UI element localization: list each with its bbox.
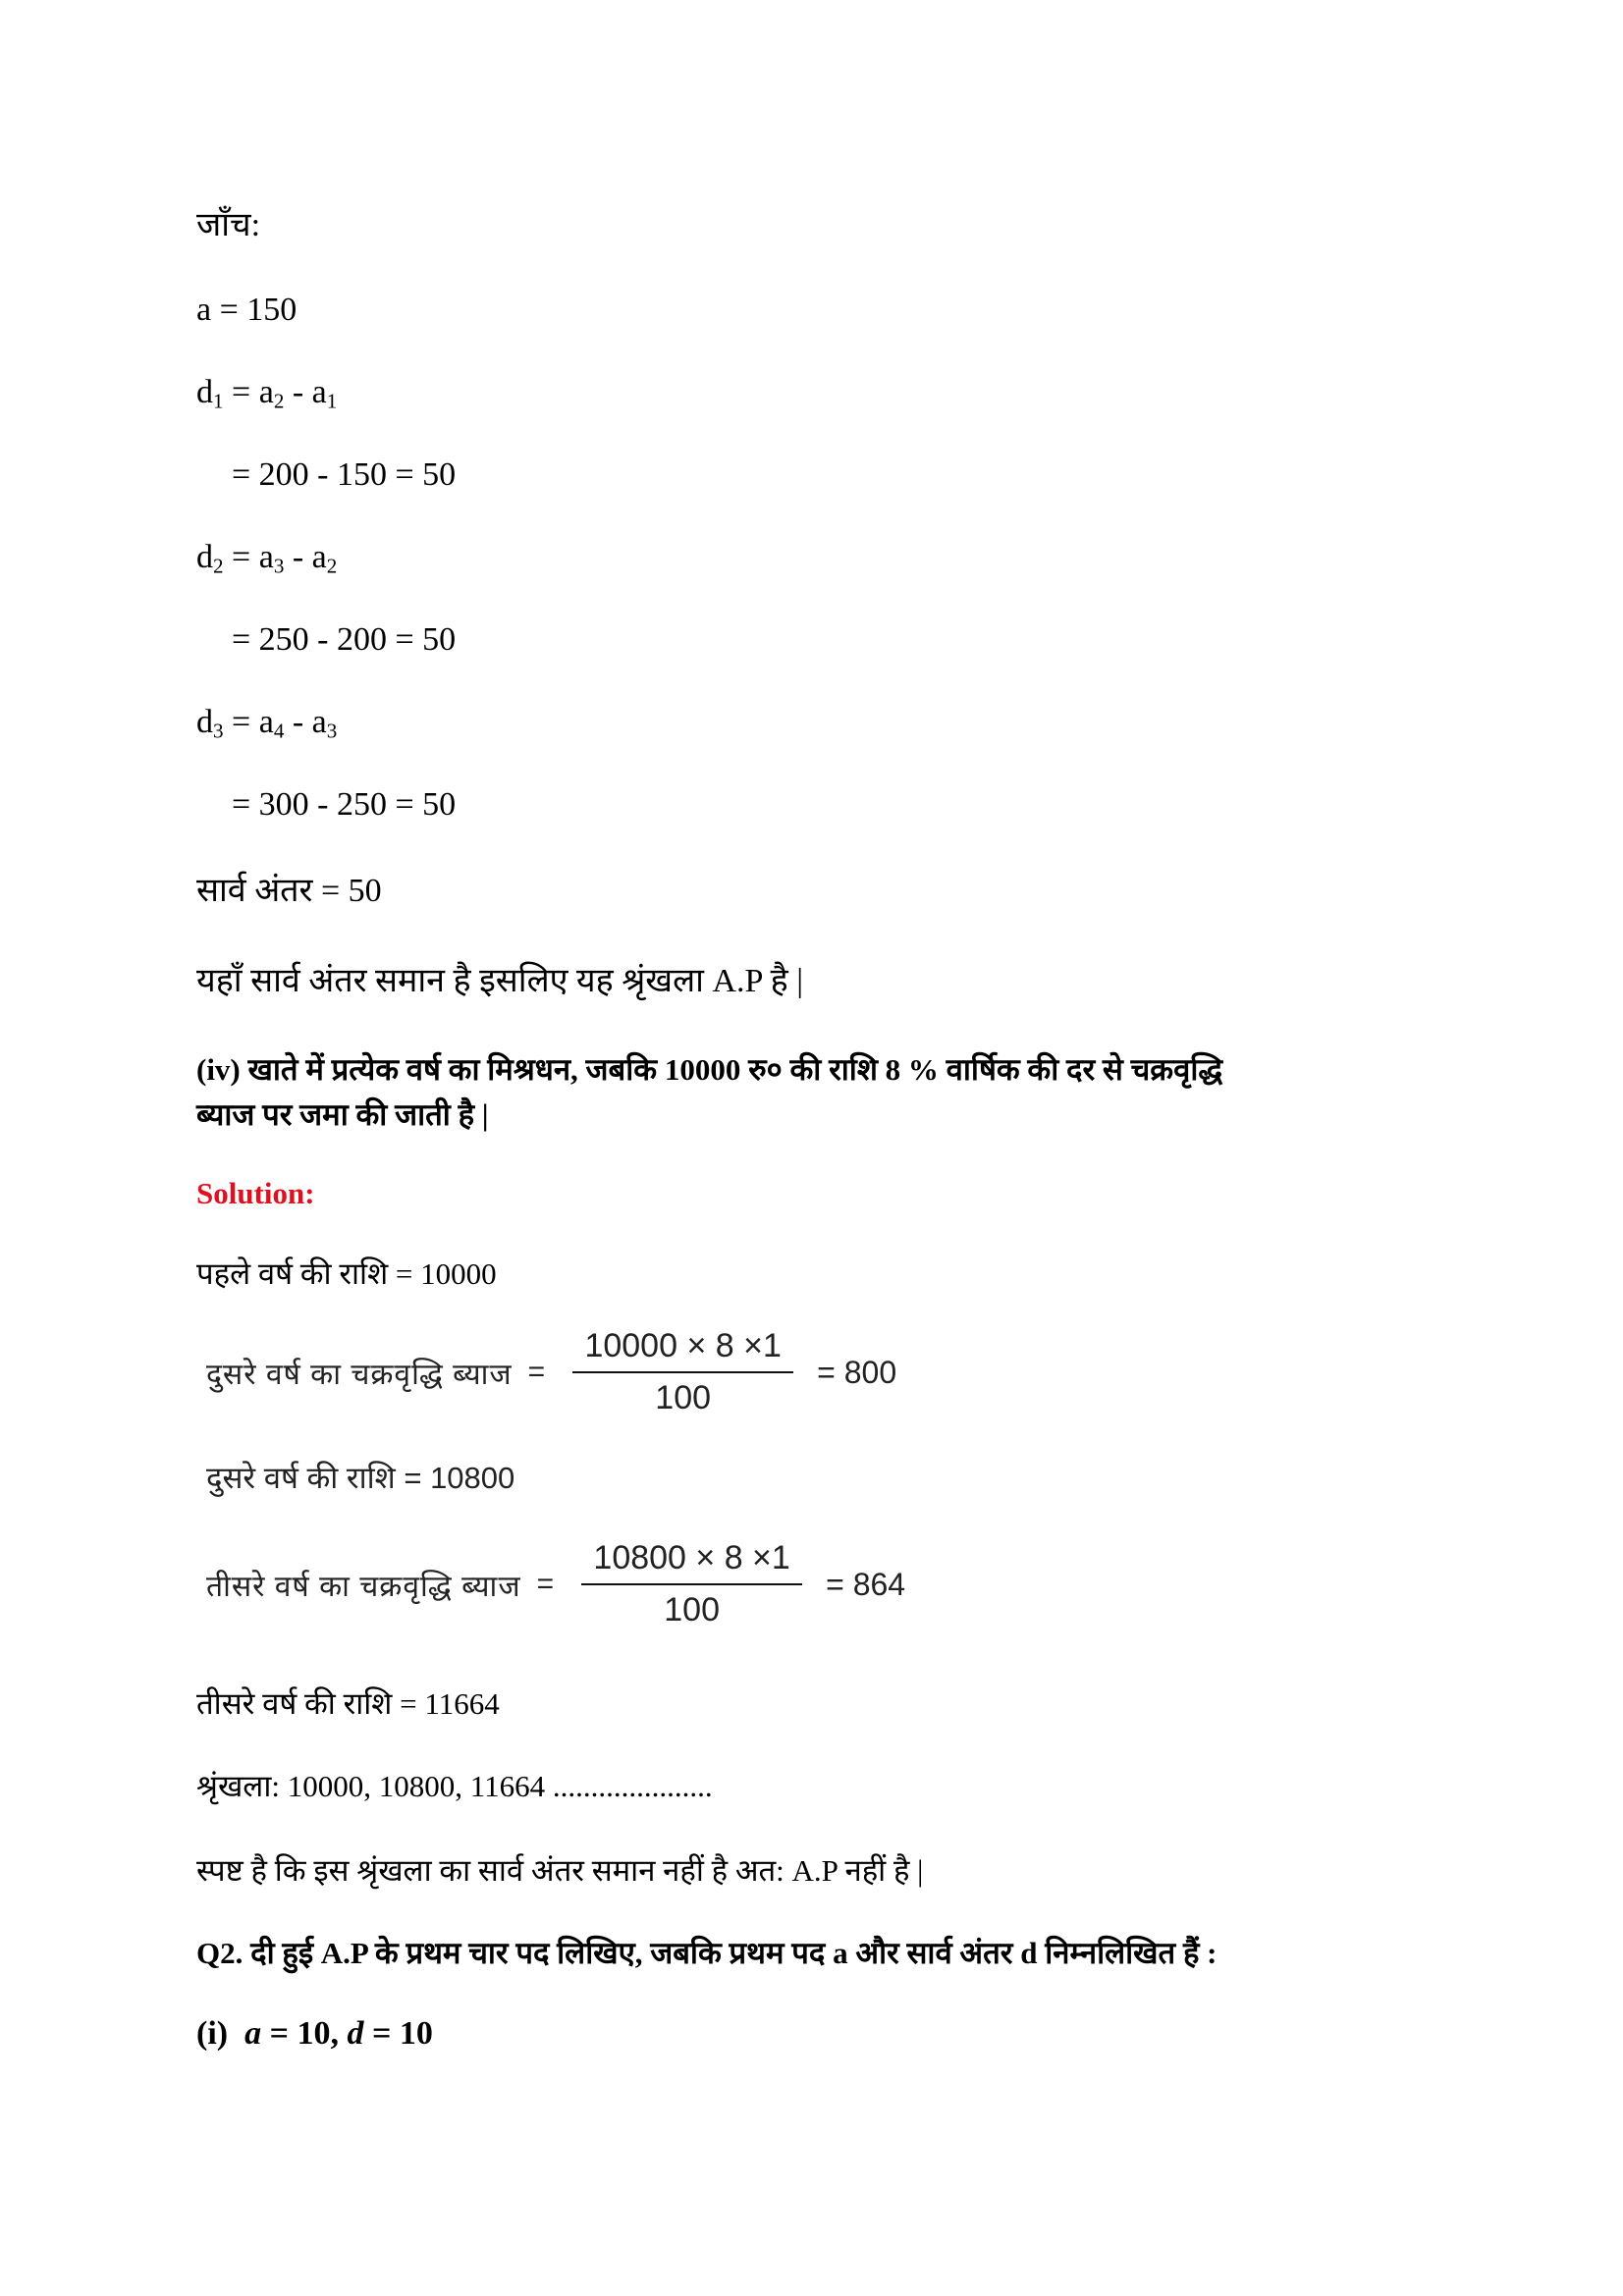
d3-calculation: = 300 - 250 = 50 [232,786,457,823]
d1-formula: $d_1 = a_2 - a_1$ [196,374,338,413]
d3-formula: $d_3 = a_4 - a_3$ [196,704,338,743]
third-year-amount: तीसरे वर्ष की राशि = 11664 [196,1686,500,1721]
second-year-amount: दुसरे वर्ष की राशि = 10800 [206,1461,515,1495]
solution-conclusion: स्पष्ट है कि इस श्रृंखला का सार्व अंतर समान नहीं है अत: A.P नहीं है | [196,1853,924,1888]
d2-calculation: = 250 - 200 = 50 [232,621,457,658]
ci-third-year-label: तीसरे वर्ष का चक्रवृद्धि ब्याज [206,1570,521,1603]
d2-formula: $d_2 = a_3 - a_2$ [196,539,338,578]
fraction-bar [581,1583,802,1585]
first-term-line: a = 150 [196,292,298,328]
ci-second-year-label: दुसरे वर्ष का चक्रवृद्धि ब्याज [206,1358,513,1391]
check-heading: जाँच: [196,207,261,243]
fraction: $\frac{10800 \times 8 \times 1}{100}$ [581,1539,802,1629]
check-conclusion: यहाँ सार्व अंतर समान है इसलिए यह श्रृंखला A.P है | [196,963,803,999]
common-difference: सार्व अंतर = 50 [196,873,382,909]
question-iv-line1: (iv) खाते में प्रत्येक वर्ष का मिश्रधन, जबकि 10000 रु० की राशि 8 % वार्षिक की दर से चक्रवृद्धि [196,1052,1223,1087]
fraction-bar [572,1371,793,1373]
series-line: श्रृंखला: 10000, 10800, 11664 ..................... [196,1769,713,1803]
question-2-part-i: (i) a = 10, d = 10 [196,2015,433,2052]
fraction: $\frac{10000 \times 8 \times 1}{100}$ [572,1327,793,1417]
first-year-amount: पहले वर्ष की राशि = 10000 [196,1256,497,1291]
question-2: Q2. दी हुई A.P के प्रथम चार पद लिखिए, जबकि प्रथम पद a और सार्व अंतर d निम्नलिखित हैं : [196,1936,1217,1970]
d1-calculation: = 200 - 150 = 50 [232,456,457,493]
question-iv-line2: ब्याज पर जमा की जाती है | [196,1097,489,1132]
ci-second-year-equation: दुसरे वर्ष का चक्रवृद्धि ब्याज = $\frac{10000 \times 8 \times 1}{100}$ = 800 [206,1327,897,1416]
ci-third-year-equation: तीसरे वर्ष का चक्रवृद्धि ब्याज = $\frac{10800 \times 8 \times 1}{100}$ = 864 [206,1539,906,1629]
solution-label: Solution: [196,1176,315,1210]
